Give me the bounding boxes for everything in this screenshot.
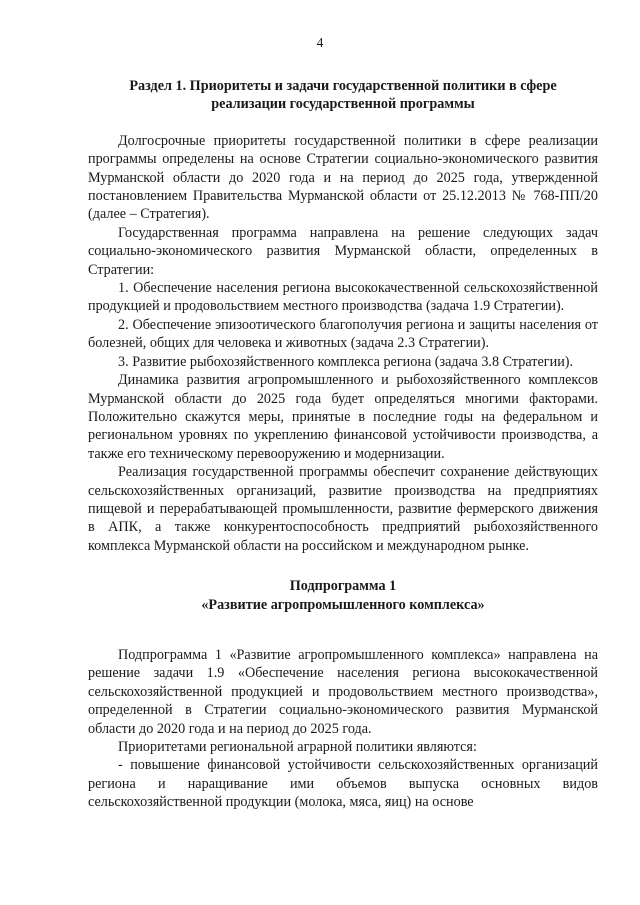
page-number: 4 — [316, 35, 324, 50]
list-item: 3. Развитие рыбохозяйственного комплекса региона (задача 3.8 Стратегии). — [118, 353, 574, 370]
paragraph: Государственная программа направлена на решение следующих задач социально-экономического развития Мурманской области, определенных в Стратегии: — [88, 224, 598, 278]
paragraph: Долгосрочные приоритеты государственной политики в сфере реализации программы определены на основе Стратегии социально-экономического развития Мурманской области до 2020 года и на период до 2025 года, утвержденной постановлением Правительства Мурманской области от 25.12.2013 № 768-ПП/20 (далее – Стратегия). — [88, 132, 598, 223]
list-item: - повышение финансовой устойчивости сельскохозяйственных организаций региона и наращивание ими объемов выпуска основных видов сельскохозяйственной продукции (молока, мяса, яиц) на основе — [88, 757, 598, 811]
section-heading-line-2: реализации государственной программы — [211, 96, 475, 113]
paragraph: Динамика развития агропромышленного и рыбохозяйственного комплексов Мурманской области до 2025 года будет определяться многими факторами. Положительно скажутся меры, принятые в последние годы на федеральном и региональном уровнях по укреплению финансовой устойчивости производства, а также его техническому перевооружению и модернизации. — [88, 372, 598, 462]
subprogram-heading-line-2: «Развитие агропромышленного комплекса» — [201, 596, 485, 613]
paragraph: Реализация государственной программы обеспечит сохранение действующих сельскохозяйственных организаций, развитие производства на предприятиях пищевой и перерабатывающей промышленности, развитие фермерского движения в АПК, а также конкурентоспособность предприятий рыбохозяйственного комплекса Мурманской области на российском и международном рынке. — [88, 464, 598, 554]
subprogram-heading-line-1: Подпрограмма 1 — [289, 578, 397, 595]
list-item: 2. Обеспечение эпизоотического благополучия региона и защиты населения от болезней, общих для человека и животных (задача 2.3 Стратегии). — [88, 316, 598, 352]
page-content — [88, 77, 598, 812]
paragraph: Приоритетами региональной аграрной политики являются: — [118, 739, 477, 755]
section-body — [88, 132, 598, 555]
subprogram-heading — [88, 577, 598, 614]
section-heading — [88, 77, 598, 114]
paragraph: Подпрограмма 1 «Развитие агропромышленного комплекса» направлена на решение задачи 1.9 «Обеспечение населения региона высококачественной сельскохозяйственной продукцией и продовольствием местного производства», определенной в Стратегии социально-экономического развития Мурманской области до 2020 года и на период до 2025 года. — [88, 646, 598, 737]
subprogram-body — [88, 646, 598, 812]
list-item: 1. Обеспечение населения региона высококачественной сельскохозяйственной продукцией и продовольствием местного производства (задача 1.9 Стратегии). — [88, 280, 598, 315]
section-heading-line-1: Раздел 1. Приоритеты и задачи государственной политики в сфере — [129, 78, 557, 94]
